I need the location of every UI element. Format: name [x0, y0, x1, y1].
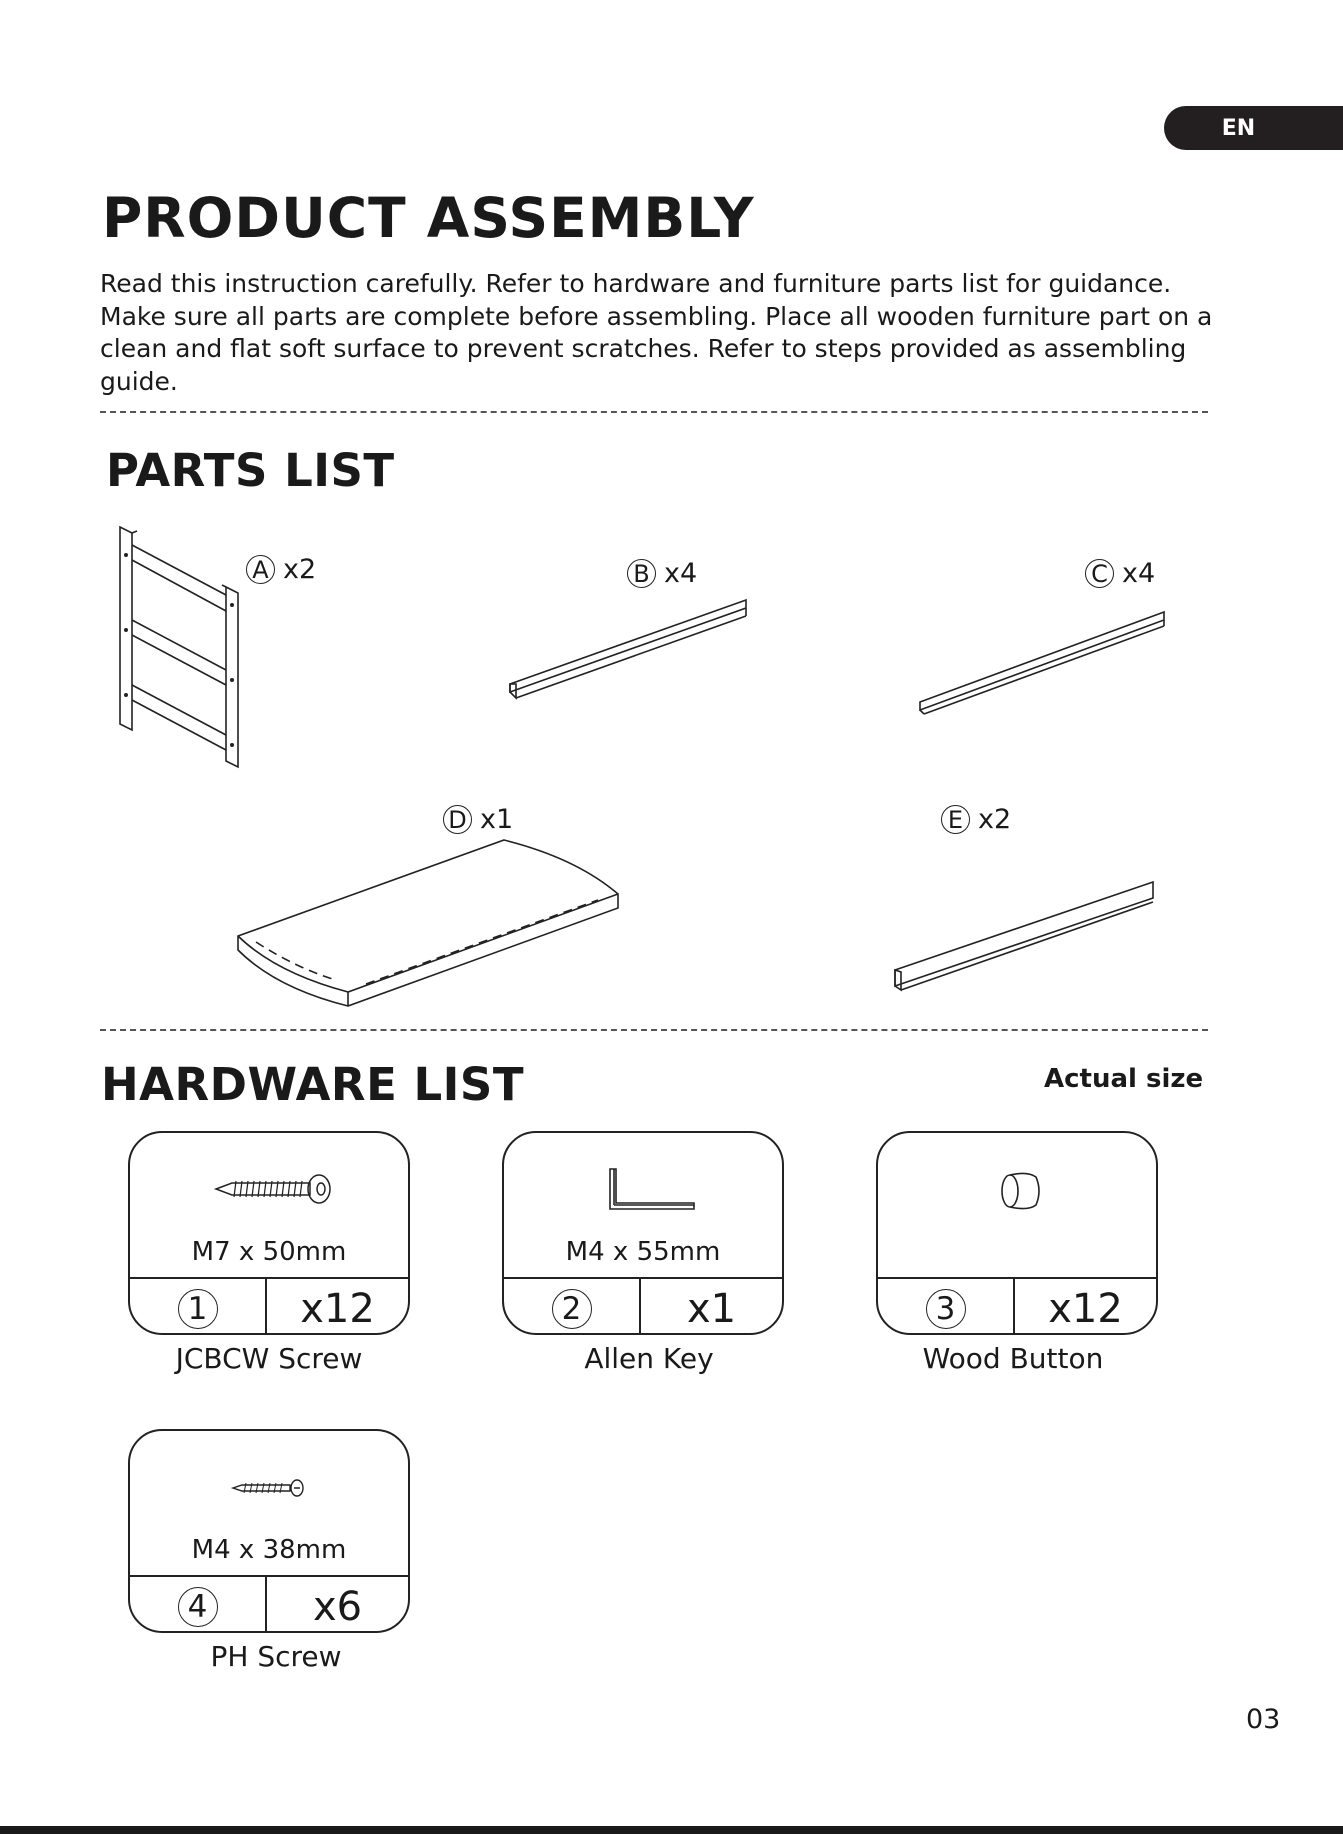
part-letter-badge: D: [443, 805, 472, 834]
part-b-illustration: [508, 598, 748, 700]
part-qty: x4: [1122, 558, 1156, 589]
hardware-name: Allen Key: [584, 1342, 714, 1375]
hardware-size: M7 x 50mm: [191, 1237, 347, 1267]
part-label-c: [1085, 558, 1155, 589]
footer-bar: [0, 1826, 1343, 1834]
hardware-card-4: [128, 1429, 410, 1633]
divider: [100, 1029, 1208, 1031]
part-letter-badge: C: [1085, 559, 1114, 588]
hardware-size: M4 x 55mm: [565, 1237, 721, 1267]
page-number: 03: [1246, 1704, 1281, 1735]
wood-button-icon: [878, 1163, 1158, 1215]
hardware-qty: x6: [312, 1584, 363, 1630]
actual-size-note: Actual size: [1044, 1064, 1204, 1094]
hardware-list-heading: HARDWARE LIST: [101, 1058, 525, 1111]
hardware-number-badge: 3: [926, 1289, 966, 1329]
hardware-number-badge: 2: [552, 1289, 592, 1329]
hardware-size: M4 x 38mm: [191, 1535, 347, 1565]
hardware-name: Wood Button: [922, 1342, 1104, 1375]
hardware-number-badge: 4: [178, 1587, 218, 1627]
allen-key-icon: [504, 1163, 784, 1215]
hardware-number-badge: 1: [178, 1289, 218, 1329]
hardware-card-3: [876, 1131, 1158, 1335]
part-letter-badge: B: [627, 559, 656, 588]
hardware-qty: x1: [686, 1286, 737, 1332]
screw-icon: [130, 1461, 410, 1513]
hardware-card-1: [128, 1131, 410, 1335]
hardware-qty: x12: [1048, 1286, 1123, 1332]
page-title: PRODUCT ASSEMBLY: [102, 186, 755, 250]
hardware-qty: x12: [300, 1286, 375, 1332]
hardware-name: JCBCW Screw: [175, 1342, 363, 1375]
bolt-icon: [130, 1163, 410, 1215]
part-c-illustration: [918, 610, 1168, 715]
part-label-d: [443, 804, 513, 835]
part-label-b: [627, 558, 697, 589]
hardware-name: PH Screw: [210, 1640, 342, 1673]
part-d-illustration: [236, 838, 621, 1010]
part-qty: x1: [480, 804, 514, 835]
part-label-e: [941, 804, 1011, 835]
part-qty: x4: [664, 558, 698, 589]
part-letter-badge: A: [246, 555, 275, 584]
intro-paragraph: Read this instruction carefully. Refer to hardware and furniture parts list for guidance. Make sure all parts are complete before assembling. Place all wooden furniture part on a clean and flat soft surface to prevent scratches. Refer to steps provided as assembling guide.: [100, 269, 1213, 396]
part-label-a: [246, 554, 316, 585]
parts-list-heading: PARTS LIST: [106, 444, 395, 497]
part-a-illustration: [118, 525, 248, 770]
hardware-card-2: [502, 1131, 784, 1335]
divider: [100, 411, 1208, 413]
part-e-illustration: [893, 880, 1155, 992]
language-tab: EN: [1164, 106, 1343, 150]
part-qty: x2: [283, 554, 317, 585]
part-letter-badge: E: [941, 805, 970, 834]
part-qty: x2: [978, 804, 1012, 835]
